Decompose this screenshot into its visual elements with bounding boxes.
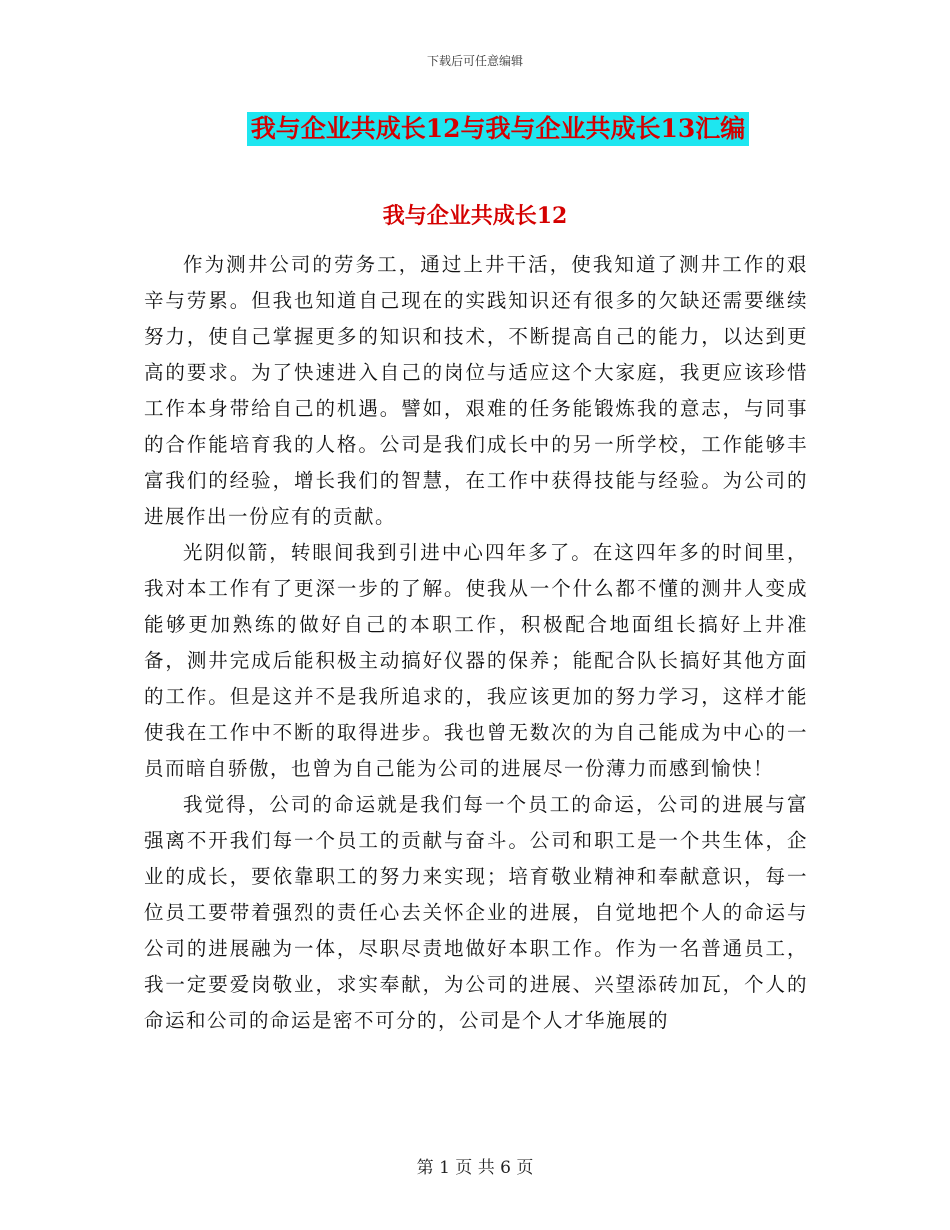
paragraph: 光阴似箭，转眼间我到引进中心四年多了。在这四年多的时间里，我对本工作有了更深一步的了解。使我从一个什么都不懂的测井人变成能够更加熟练的做好自己的本职工作，积极配合地面组长搞好上井准备，测井完成后能积极主动搞好仪器的保养；能配合队长搞好其他方面的工作。但是这并不是我所追求的，我应该更加的努力学习，这样才能使我在工作中不断的取得进步。我也曾无数次的为自己能成为中心的一员而暗自骄傲，也曾为自己能为公司的进展尽一份薄力而感到愉快！ [144, 541, 808, 780]
paragraph: 作为测井公司的劳务工，通过上井干活，使我知道了测井工作的艰辛与劳累。但我也知道自己现在的实践知识还有很多的欠缺还需要继续努力，使自己掌握更多的知识和技术，不断提高自己的能力，以达到更高的要求。为了快速进入自己的岗位与适应这个大家庭，我更应该珍惜工作本身带给自己的机遇。譬如，艰难的任务能锻炼我的意志，与同事的合作能培育我的人格。公司是我们成长中的另一所学校，工作能够丰富我们的经验，增长我们的智慧，在工作中获得技能与经验。为公司的进展作出一份应有的贡献。 [144, 253, 808, 528]
header-note: 下载后可任意编辑 [426, 54, 523, 68]
section-title: 我与企业共成长12 [382, 203, 568, 229]
paragraph: 我觉得，公司的命运就是我们每一个员工的命运，公司的进展与富强离不开我们每一个员工的贡献与奋斗。公司和职工是一个共生体，企业的成长，要依靠职工的努力来实现；培育敬业精神和奉献意识，每一位员工要带着强烈的责任心去关怀企业的进展，自觉地把个人的命运与公司的进展融为一体，尽职尽责地做好本职工作。作为一名普通员工，我一定要爱岗敬业，求实奉献，为公司的进展、兴望添砖加瓦，个人的命运和公司的命运是密不可分的，公司是个人才华施展的 [144, 793, 808, 1032]
main-title-container [0, 112, 950, 146]
page-number: 第 1 页 共 6 页 [416, 1158, 534, 1178]
document-body [144, 247, 808, 1039]
main-title: 我与企业共成长12与我与企业共成长13汇编 [247, 112, 750, 146]
